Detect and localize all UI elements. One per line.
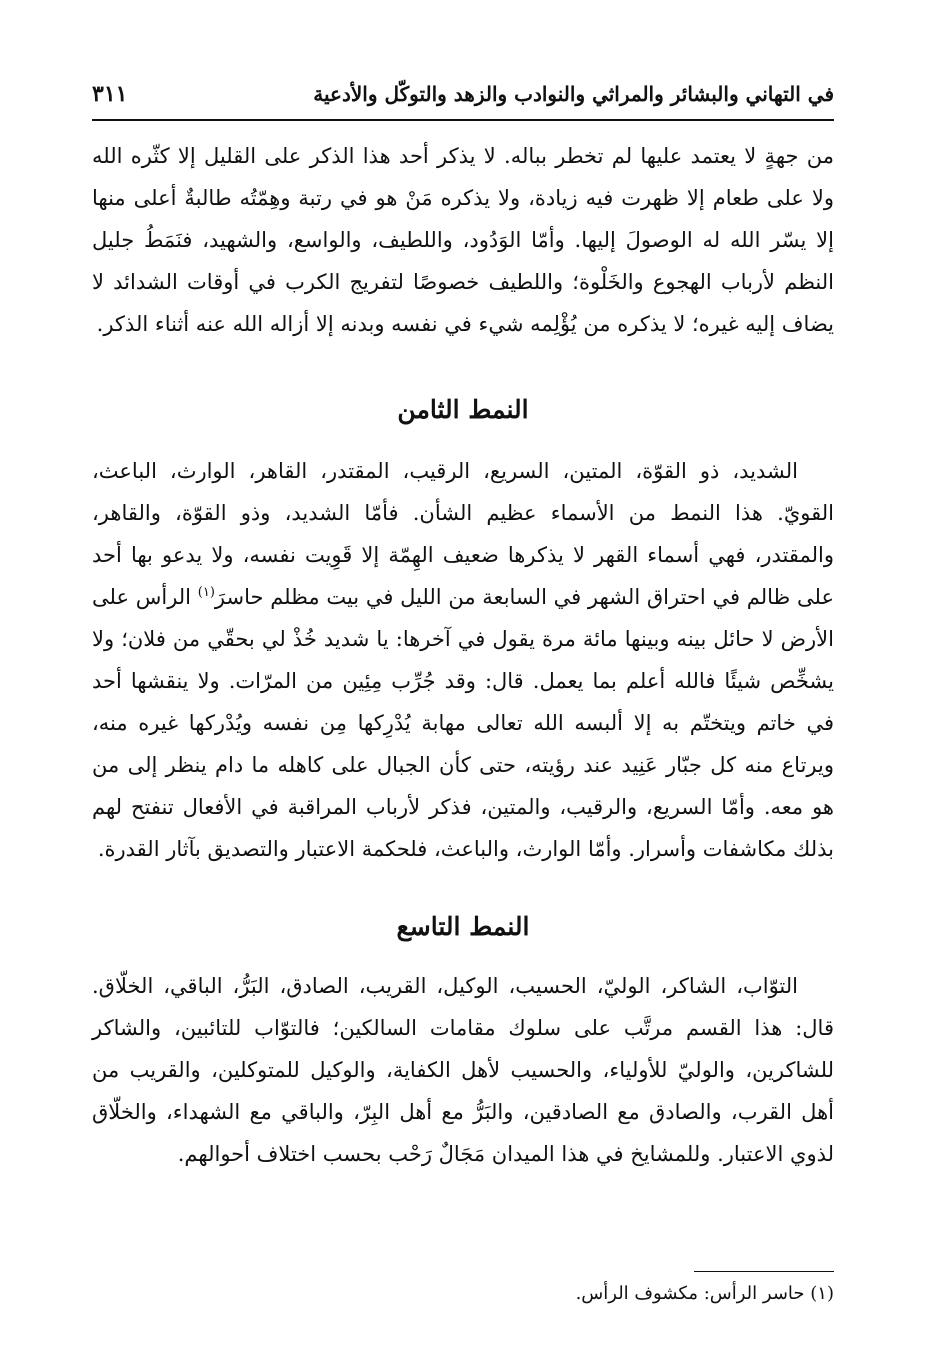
section-eight-paragraph <box>92 450 834 870</box>
section-eight-heading: النمط الثامن <box>397 395 529 424</box>
section-eight-text-part1: الشديد، ذو القوّة، المتين، السريع، الرقيب، المقتدر، القاهر، الوارث، الباعث، القويّ. هذا النمط من الأسماء عظيم الشأن. فأمّا الشديد، وذو القوّة، والقاهر، والمقتدر، فهي أسماء القهر لا يذكرها ضعيف الهِمّة إلا قَوِيت نفسه، ولا يدعو بها أحد على ظالم في احتراق الشهر في السابعة من الليل في بيت مظلم حاسرَ <box>92 459 834 609</box>
running-title: في التهاني والبشائر والمراثي والنوادب والزهد والتوكّل والأدعية <box>313 82 834 106</box>
page-header <box>92 74 834 114</box>
footnote-reference: (١) <box>197 585 215 600</box>
header-divider <box>92 119 834 121</box>
footnote-divider <box>694 1271 834 1272</box>
intro-paragraph: من جهةٍ لا يعتمد عليها لم تخطر بباله. لا يذكر أحد هذا الذكر على القليل إلا كثّره الله ولا على طعام إلا ظهرت فيه زيادة، ولا يذكره مَنْ هو في رتبة وهِمّتُه طالبةٌ أعلى منها إلا يسّر الله له الوصولَ إليها. وأمّا الوَدُود، واللطيف، والواسع، والشهيد، فنَمَطُ جليل النظم لأرباب الهجوع والخَلْوة؛ واللطيف خصوصًا لتفريج الكرب في أوقات الشدائد لا يضاف إليه غيره؛ لا يذكره من يُؤْلِمه شيء في نفسه وبدنه إلا أزاله الله عنه أثناء الذكر. <box>92 144 834 336</box>
page-number: ٣١١ <box>92 81 128 107</box>
footnote <box>92 1283 834 1304</box>
footnote-marker: (١) <box>810 1283 834 1304</box>
footnote-text: حاسر الرأس: مكشوف الرأس. <box>575 1283 805 1304</box>
section-eight-text-part2: الرأس على الأرض لا حائل بينه وبينها مائة مرة يقول في آخرها: يا شديد خُذْ لي بحقّي من فلان؛ ولا يشخِّص شيئًا فالله أعلم بما يعمل. قال: وقد جُرِّب مِئِين من المرّات. ولا ينقشها أحد في خاتم ويتختّم به إلا ألبسه الله تعالى مهابة يُدْرِكها مِن نفسه ويُدْركها غيره منه، ويرتاع منه كل جبّار عَنِيد عند رؤيته، حتى كأن الجبال على كاهله ما دام ينظر إلى من هو معه. وأمّا السريع، والرقيب، والمتين، فذكر لأرباب المراقبة في الأفعال تنفتح لهم بذلك مكاشفات وأسرار. وأمّا الوارث، والباعث، فلحكمة الاعتبار والتصديق بآثار القدرة. <box>92 585 834 861</box>
section-nine-paragraph: التوّاب، الشاكر، الوليّ، الحسيب، الوكيل، القريب، الصادق، البَرُّ، الباقي، الخلّاق. قال: هذا القسم مرتَّب على سلوك مقامات السالكين؛ فالتوّاب للتائبين، والشاكر للشاكرين، والوليّ للأولياء، والحسيب لأهل الكفاية، والوكيل للمتوكلين، والقريب من أهل القرب، والصادق مع الصادقين، والبَرُّ مع أهل البِرّ، والباقي مع الشهداء، والخلّاق لذوي الاعتبار. وللمشايخ في هذا الميدان مَجَالٌ رَحْب بحسب اختلاف أحوالهم. <box>92 974 834 1166</box>
section-nine-heading: النمط التاسع <box>396 912 530 941</box>
